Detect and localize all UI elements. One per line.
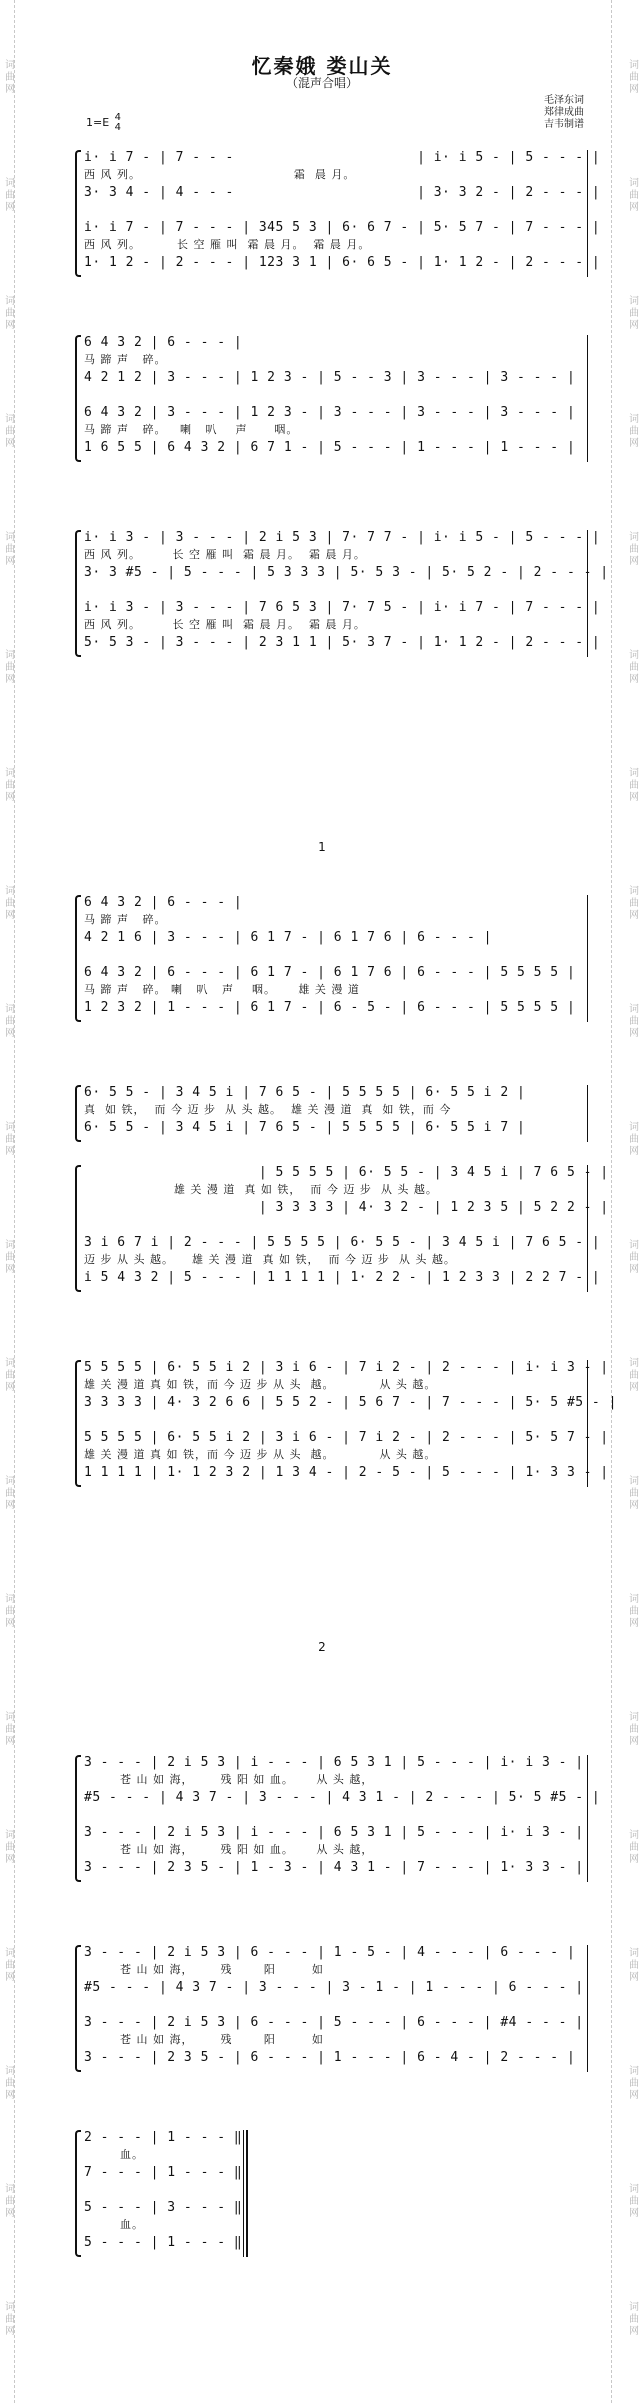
watermark-text: 词 曲 网 — [5, 178, 15, 213]
voice-part-line: 3 - - - | 2 i 5 3 | 6 - - - | 1 - 5 - | 4 - - - | 6 - - - | — [84, 1945, 576, 1960]
time-top: 4 — [114, 112, 122, 123]
voice-part-line: i· i 7 - | 7 - - - | 345 5 3 | 6· 6 7 - | 5· 5 7 - | 7 - - - | — [84, 220, 601, 235]
watermark-text: 词 曲 网 — [629, 1004, 639, 1039]
system-bracket — [75, 530, 81, 657]
voice-part-line: #5 - - - | 4 3 7 - | 3 - - - | 4 3 1 - | 2 - - - | 5· 5 #5 - | — [84, 1790, 601, 1805]
watermark-text: 词 曲 网 — [5, 1948, 15, 1983]
watermark-text: 词 曲 网 — [629, 1240, 639, 1275]
lyric-line: 血。 — [84, 2148, 144, 2161]
system-end-barline — [587, 1755, 588, 1882]
voice-part-line: 3· 3 #5 - | 5 - - - | 5 3 3 3 | 5· 5 3 - | 5· 5 2 - | 2 - - - | — [84, 565, 609, 580]
watermark-text: 词 曲 网 — [5, 886, 15, 921]
lyric-line: 苍 山 如 海， 残 阳 如 — [84, 1963, 324, 1976]
watermark-text: 词 曲 网 — [629, 1948, 639, 1983]
voice-part-line: | 5 5 5 5 | 6· 5 5 - | 3 4 5 i | 7 6 5 - | — [84, 1165, 609, 1180]
watermark-text: 词 曲 网 — [629, 1712, 639, 1747]
lyric-line: 雄 关 漫 道 真 如 铁，而 今 迈 步 从 头 越。 从 头 越。 — [84, 1448, 437, 1461]
watermark-text: 词 曲 网 — [629, 414, 639, 449]
system-bracket — [75, 1165, 81, 1292]
system-bracket — [75, 1360, 81, 1487]
watermark-text: 词 曲 网 — [629, 1594, 639, 1629]
lyric-line: 马 蹄 声 碎。 喇 叭 声 咽。 — [84, 423, 299, 436]
voice-part-line: i· i 3 - | 3 - - - | 7 6 5 3 | 7· 7 5 - | i· i 7 - | 7 - - - | — [84, 600, 601, 615]
watermark-text: 词 曲 网 — [629, 1830, 639, 1865]
system-bracket — [75, 1755, 81, 1882]
voice-part-line: 5 5 5 5 | 6· 5 5 i 2 | 3 i 6 - | 7 i 2 - | 2 - - - | 5· 5 7 - | — [84, 1430, 609, 1445]
watermark-text: 词 曲 网 — [629, 768, 639, 803]
voice-part-line: 5 - - - | 1 - - - ‖ — [84, 2235, 243, 2250]
watermark-text: 词 曲 网 — [629, 296, 639, 331]
system-bracket — [75, 335, 81, 462]
score-system — [78, 1945, 588, 2072]
watermark-text: 词 曲 网 — [5, 296, 15, 331]
score-system — [78, 1165, 609, 1292]
score-system — [78, 530, 609, 657]
key-signature — [86, 113, 121, 133]
system-bracket — [75, 2130, 81, 2257]
watermark-text: 词 曲 网 — [5, 532, 15, 567]
watermark-text: 词 曲 网 — [5, 1476, 15, 1511]
lyric-line: 真 如 铁， 而 今 迈 步 从 头 越。 雄 关 漫 道 真 如 铁，而 今 — [84, 1103, 452, 1116]
watermark-text: 词 曲 网 — [5, 1830, 15, 1865]
lyric-line: 西 风 列。 长 空 雁 叫 霜 晨 月。 霜 晨 月。 — [84, 238, 371, 251]
score-system — [78, 2130, 244, 2257]
watermark-text: 词 曲 网 — [5, 1594, 15, 1629]
score-system — [78, 1755, 601, 1882]
time-bottom: 4 — [114, 122, 122, 133]
lyric-line: 西 风 列。 长 空 雁 叫 霜 晨 月。 霜 晨 月。 — [84, 618, 366, 631]
voice-part-line: 2 - - - | 1 - - - ‖ — [84, 2130, 243, 2145]
watermark-text: 词 曲 网 — [629, 60, 639, 95]
watermark-text: 词 曲 网 — [5, 414, 15, 449]
system-end-barline — [587, 1085, 588, 1142]
lyric-line: 雄 关 漫 道 真 如 铁， 而 今 迈 步 从 头 越。 — [84, 1183, 438, 1196]
system-end-barline — [243, 2130, 244, 2257]
voice-part-line: 6 4 3 2 | 6 - - - | — [84, 335, 243, 350]
voice-part-line: 3 - - - | 2 3 5 - | 1 - 3 - | 4 3 1 - | 7 - - - | 1· 3 3 - | — [84, 1860, 584, 1875]
voice-part-line: #5 - - - | 4 3 7 - | 3 - - - | 3 - 1 - | 1 - - - | 6 - - - | — [84, 1980, 584, 1995]
voice-part-line: 3 - - - | 2 3 5 - | 6 - - - | 1 - - - | 6 - 4 - | 2 - - - | — [84, 2050, 576, 2065]
voice-part-line: 4 2 1 2 | 3 - - - | 1 2 3 - | 5 - - 3 | 3 - - - | 3 - - - | — [84, 370, 576, 385]
lyric-line: 迈 步 从 头 越。 雄 关 漫 道 真 如 铁， 而 今 迈 步 从 头 越。 — [84, 1253, 456, 1266]
voice-part-line: 1 1 1 1 | 1· 1 2 3 2 | 1 3 4 - | 2 - 5 - | 5 - - - | 1· 3 3 - | — [84, 1465, 609, 1480]
credits-block — [544, 95, 584, 131]
composer-credit: 郑律成曲 — [544, 107, 584, 118]
watermark-text: 词 曲 网 — [629, 1476, 639, 1511]
voice-part-line: 3 i 6 7 i | 2 - - - | 5 5 5 5 | 6· 5 5 - | 3 4 5 i | 7 6 5 - | — [84, 1235, 601, 1250]
voice-part-line: 3 - - - | 2 i 5 3 | i - - - | 6 5 3 1 | 5 - - - | i· i 3 - | — [84, 1755, 584, 1770]
page-number: 2 — [318, 1640, 326, 1654]
watermark-text: 词 曲 网 — [5, 2302, 15, 2337]
voice-part-line: 5 - - - | 3 - - - ‖ — [84, 2200, 243, 2215]
watermark-text: 词 曲 网 — [629, 2066, 639, 2101]
watermark-text: 词 曲 网 — [5, 2184, 15, 2219]
watermark-text: 词 曲 网 — [629, 650, 639, 685]
voice-part-line: 3· 3 4 - | 4 - - - | 3· 3 2 - | 2 - - - | — [84, 185, 601, 200]
score-system — [78, 1360, 617, 1487]
voice-part-line: 1 2 3 2 | 1 - - - | 6 1 7 - | 6 - 5 - | 6 - - - | 5 5 5 5 | — [84, 1000, 576, 1015]
watermark-text: 词 曲 网 — [629, 2184, 639, 2219]
watermark-text: 词 曲 网 — [629, 2302, 639, 2337]
system-end-barline — [587, 895, 588, 1022]
voice-part-line: 4 2 1 6 | 3 - - - | 6 1 7 - | 6 1 7 6 | 6 - - - | — [84, 930, 493, 945]
watermark-text: 词 曲 网 — [5, 650, 15, 685]
lyric-line: 苍 山 如 海， 残 阳 如 血。 从 头 越， — [84, 1843, 374, 1856]
score-system — [78, 335, 588, 462]
voice-part-line: 6· 5 5 - | 3 4 5 i | 7 6 5 - | 5 5 5 5 | 6· 5 5 i 7 | — [84, 1120, 526, 1135]
lyric-line: 血。 — [84, 2218, 144, 2231]
watermark-text: 词 曲 网 — [629, 886, 639, 921]
voice-part-line: 3 3 3 3 | 4· 3 2 6 6 | 5 5 2 - | 5 6 7 - | 7 - - - | 5· 5 #5 - | — [84, 1395, 617, 1410]
watermark-text: 词 曲 网 — [629, 1358, 639, 1393]
engraver-credit: 吉韦制谱 — [544, 119, 584, 130]
voice-part-line: 1· 1 2 - | 2 - - - | 123 3 1 | 6· 6 5 - | 1· 1 2 - | 2 - - - | — [84, 255, 601, 270]
system-bracket — [75, 150, 81, 277]
song-subtitle: （混声合唱） — [285, 76, 358, 90]
score-system — [78, 1085, 588, 1142]
system-bracket — [75, 1945, 81, 2072]
voice-part-line: 1 6 5 5 | 6 4 3 2 | 6 7 1 - | 5 - - - | 1 - - - | 1 - - - | — [84, 440, 576, 455]
voice-part-line: | 3 3 3 3 | 4· 3 2 - | 1 2 3 5 | 5 2 2 - | — [84, 1200, 609, 1215]
voice-part-line: 7 - - - | 1 - - - ‖ — [84, 2165, 243, 2180]
watermark-text: 词 曲 网 — [5, 1004, 15, 1039]
lyric-line: 西 风 列。 长 空 雁 叫 霜 晨 月。 霜 晨 月。 — [84, 548, 366, 561]
watermark-text: 词 曲 网 — [5, 768, 15, 803]
lyricist-credit: 毛泽东词 — [544, 95, 584, 106]
watermark-text: 词 曲 网 — [629, 1122, 639, 1157]
watermark-text: 词 曲 网 — [629, 532, 639, 567]
watermark-text: 词 曲 网 — [629, 178, 639, 213]
voice-part-line: 5· 5 3 - | 3 - - - | 2 3 1 1 | 5· 3 7 - | 1· 1 2 - | 2 - - - | — [84, 635, 601, 650]
right-page-edge — [611, 0, 630, 2403]
watermark-text: 词 曲 网 — [5, 1240, 15, 1275]
voice-part-line: 6 4 3 2 | 3 - - - | 1 2 3 - | 3 - - - | 3 - - - | 3 - - - | — [84, 405, 576, 420]
voice-part-line: 3 - - - | 2 i 5 3 | i - - - | 6 5 3 1 | 5 - - - | i· i 3 - | — [84, 1825, 584, 1840]
voice-part-line: 6 4 3 2 | 6 - - - | — [84, 895, 243, 910]
voice-part-line: 5 5 5 5 | 6· 5 5 i 2 | 3 i 6 - | 7 i 2 - | 2 - - - | i· i 3 - | — [84, 1360, 609, 1375]
key-label: 1=E — [86, 116, 110, 129]
system-end-barline — [587, 335, 588, 462]
voice-part-line: 6 4 3 2 | 6 - - - | 6 1 7 - | 6 1 7 6 | 6 - - - | 5 5 5 5 | — [84, 965, 576, 980]
time-signature — [115, 113, 121, 133]
voice-part-line: i· i 7 - | 7 - - - | i· i 5 - | 5 - - - | — [84, 150, 601, 165]
lyric-line: 马 蹄 声 碎。 喇 叭 声 咽。 雄 关 漫 道 — [84, 983, 360, 996]
lyric-line: 苍 山 如 海， 残 阳 如 — [84, 2033, 324, 2046]
lyric-line: 雄 关 漫 道 真 如 铁，而 今 迈 步 从 头 越。 从 头 越。 — [84, 1378, 437, 1391]
watermark-text: 词 曲 网 — [5, 1358, 15, 1393]
song-title: 忆秦娥 娄山关 — [251, 54, 393, 78]
score-system — [78, 150, 601, 277]
final-barline — [246, 2130, 248, 2257]
voice-part-line: 3 - - - | 2 i 5 3 | 6 - - - | 5 - - - | 6 - - - | #4 - - - | — [84, 2015, 584, 2030]
watermark-text: 词 曲 网 — [5, 60, 15, 95]
lyric-line: 西 风 列。 霜 晨 月。 — [84, 168, 356, 181]
lyric-line: 苍 山 如 海， 残 阳 如 血。 从 头 越， — [84, 1773, 374, 1786]
system-bracket — [75, 1085, 81, 1142]
watermark-text: 词 曲 网 — [5, 1712, 15, 1747]
voice-part-line: i 5 4 3 2 | 5 - - - | 1 1 1 1 | 1· 2 2 - | 1 2 3 3 | 2 2 7 - | — [84, 1270, 601, 1285]
watermark-text: 词 曲 网 — [5, 1122, 15, 1157]
page-number: 1 — [318, 840, 326, 854]
voice-part-line: i· i 3 - | 3 - - - | 2 i 5 3 | 7· 7 7 - | i· i 5 - | 5 - - - | — [84, 530, 601, 545]
watermark-text: 词 曲 网 — [5, 2066, 15, 2101]
system-bracket — [75, 895, 81, 1022]
lyric-line: 马 蹄 声 碎。 — [84, 353, 167, 366]
system-end-barline — [587, 1945, 588, 2072]
left-page-edge — [14, 0, 33, 2403]
score-system — [78, 895, 588, 1022]
voice-part-line: 6· 5 5 - | 3 4 5 i | 7 6 5 - | 5 5 5 5 | 6· 5 5 i 2 | — [84, 1085, 526, 1100]
lyric-line: 马 蹄 声 碎。 — [84, 913, 167, 926]
